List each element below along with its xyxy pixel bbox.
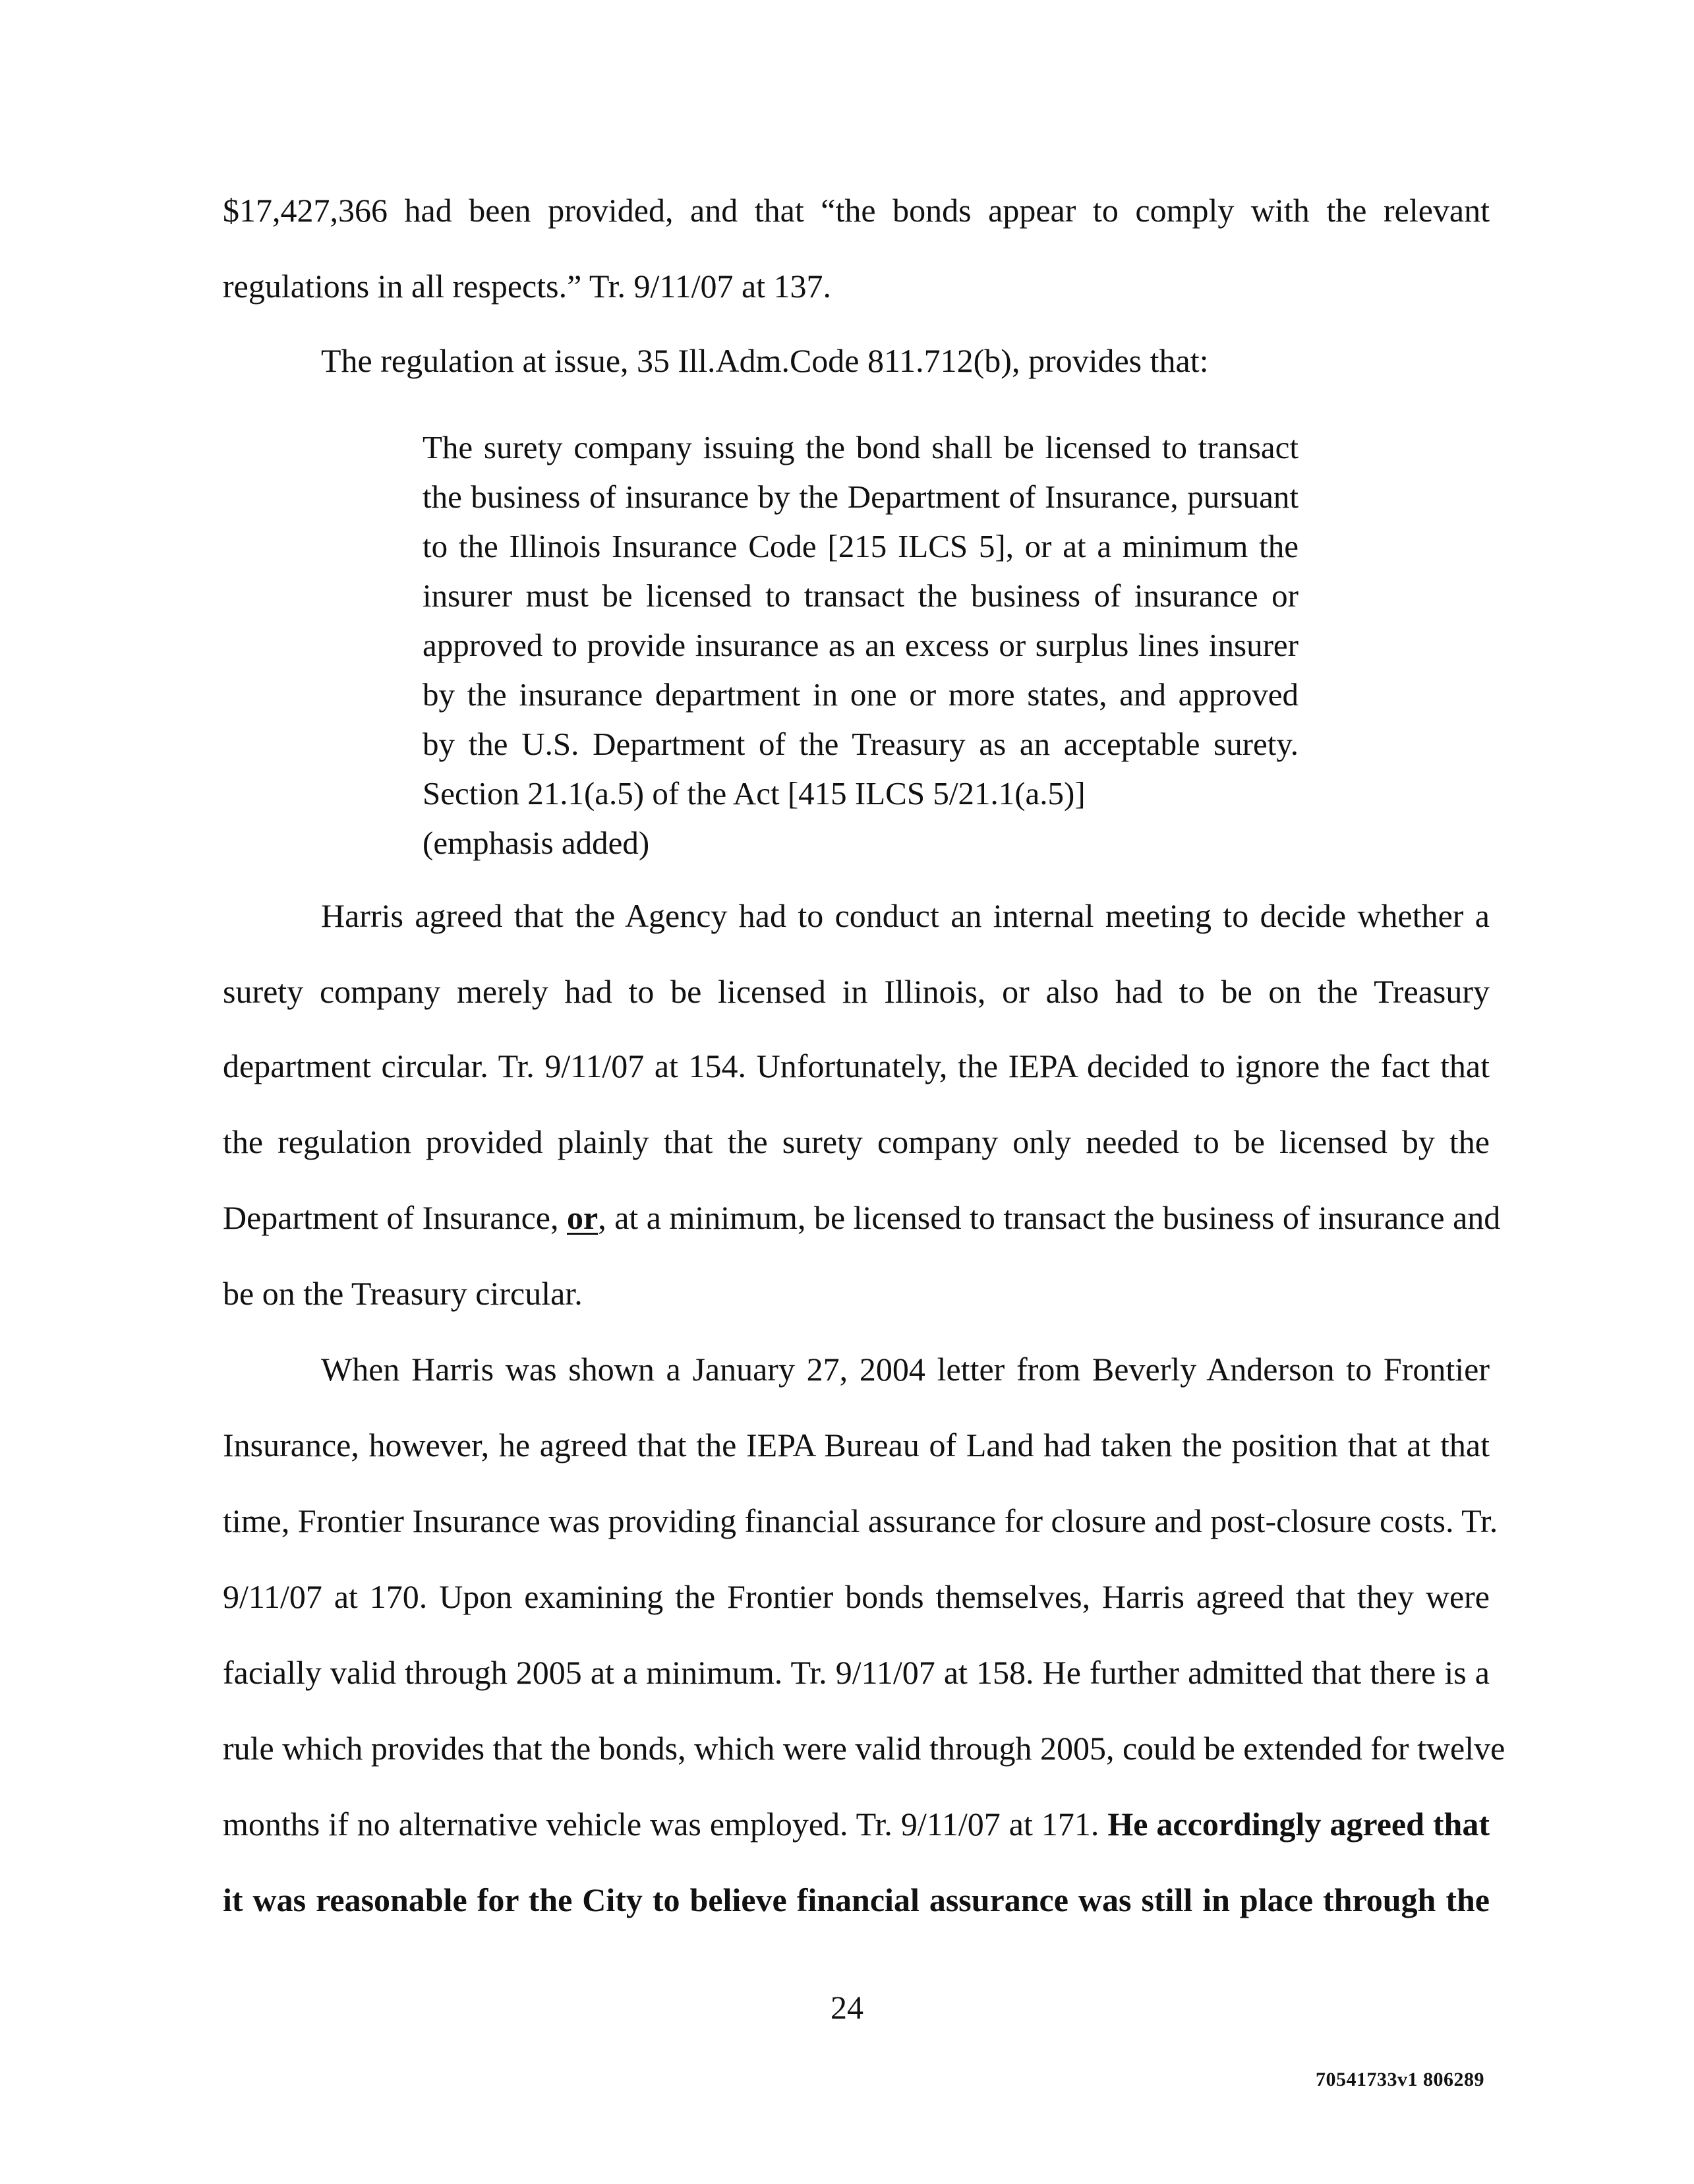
quote-line-4: insurer must be licensed to transact the business of insurance or: [423, 577, 1299, 614]
paragraph-1-line-1: $17,427,366 had been provided, and that “the bonds appear to comply with the relevant: [223, 192, 1490, 229]
paragraph-4-line-8: it was reasonable for the City to believe financial assurance was still in place through the: [223, 1881, 1490, 1918]
paragraph-3-line-2: surety company merely had to be licensed in Illinois, or also had to be on the Treasury: [223, 973, 1490, 1010]
bold-emphasis: He accordingly agreed that: [1107, 1806, 1490, 1843]
paragraph-4-line-7: [223, 1805, 1490, 1843]
quote-line-9: (emphasis added): [423, 825, 650, 861]
paragraph-4-line-4: 9/11/07 at 170. Upon examining the Frontier bonds themselves, Harris agreed that they were: [223, 1578, 1490, 1615]
page-number: 24: [831, 1989, 863, 2026]
paragraph-1-line-2: regulations in all respects.” Tr. 9/11/07 at 137.: [223, 268, 832, 305]
paragraph-3-line-1: Harris agreed that the Agency had to conduct an internal meeting to decide whether a: [321, 897, 1490, 934]
paragraph-2-line-1: The regulation at issue, 35 Ill.Adm.Code 811.712(b), provides that:: [321, 342, 1209, 379]
quote-line-7: by the U.S. Department of the Treasury as an acceptable surety.: [423, 726, 1299, 762]
text-segment: months if no alternative vehicle was employed. Tr. 9/11/07 at 171.: [223, 1806, 1099, 1843]
text-segment: Department of Insurance,: [223, 1199, 559, 1236]
quote-line-3: to the Illinois Insurance Code [215 ILCS 5], or at a minimum the: [423, 528, 1299, 564]
quote-line-8: Section 21.1(a.5) of the Act [415 ILCS 5/21.1(a.5)]: [423, 775, 1086, 812]
quote-line-1: The surety company issuing the bond shall be licensed to transact: [423, 429, 1299, 465]
paragraph-4-line-3: time, Frontier Insurance was providing financial assurance for closure and post-closure costs. Tr.: [223, 1502, 1498, 1539]
paragraph-4-line-1: When Harris was shown a January 27, 2004 letter from Beverly Anderson to Frontier: [321, 1351, 1490, 1388]
quote-line-6: by the insurance department in one or more states, and approved: [423, 676, 1299, 713]
quote-line-5: approved to provide insurance as an excess or surplus lines insurer: [423, 627, 1299, 663]
paragraph-3-line-3: department circular. Tr. 9/11/07 at 154. Unfortunately, the IEPA decided to ignore the fact that: [223, 1048, 1490, 1084]
paragraph-4-line-6: rule which provides that the bonds, which were valid through 2005, could be extended for twelve: [223, 1730, 1505, 1767]
document-id: 70541733v1 806289: [1316, 2069, 1484, 2090]
emphasis-or: or: [567, 1199, 599, 1236]
paragraph-4-line-2: Insurance, however, he agreed that the IEPA Bureau of Land had taken the position that at that: [223, 1427, 1490, 1463]
paragraph-3-line-4: the regulation provided plainly that the surety company only needed to be licensed by the: [223, 1123, 1490, 1160]
quote-line-2: the business of insurance by the Department of Insurance, pursuant: [423, 479, 1299, 515]
paragraph-4-line-5: facially valid through 2005 at a minimum. Tr. 9/11/07 at 158. He further admitted that there is a: [223, 1654, 1490, 1691]
text-segment: , at a minimum, be licensed to transact the business of insurance and: [598, 1199, 1501, 1236]
paragraph-3-line-5: [223, 1198, 1501, 1237]
paragraph-3-line-6: be on the Treasury circular.: [223, 1275, 583, 1312]
